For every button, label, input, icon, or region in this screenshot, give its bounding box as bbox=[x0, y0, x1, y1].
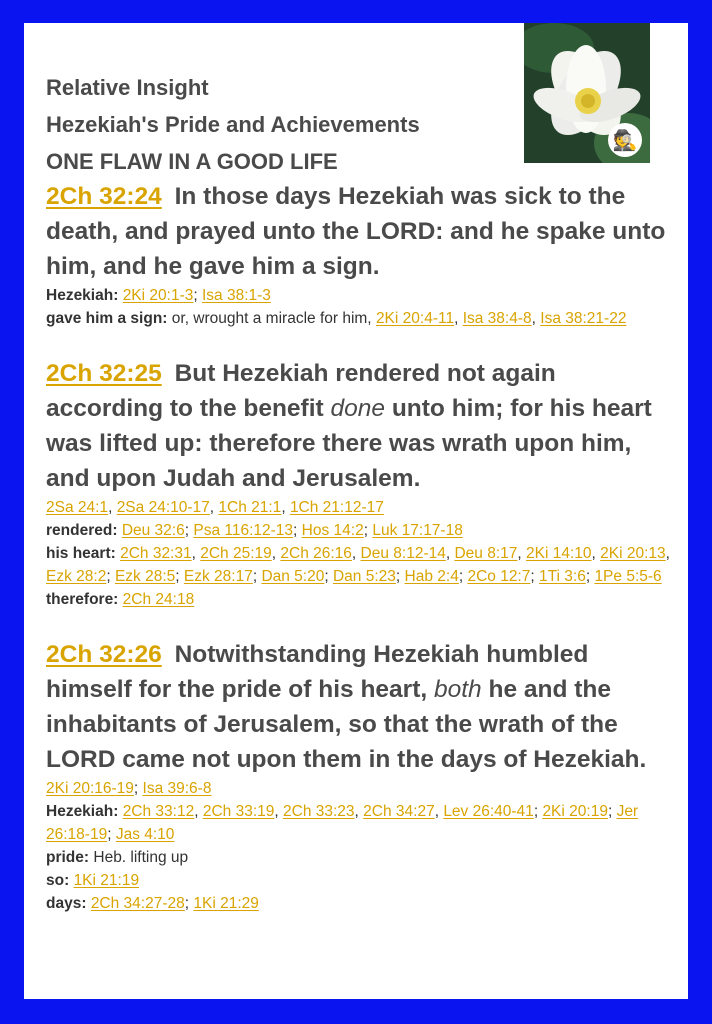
cross-ref-line bbox=[46, 284, 671, 307]
note-label: his heart: bbox=[46, 545, 116, 562]
cross-ref-link[interactable]: Hos 14:2 bbox=[301, 522, 364, 539]
cross-ref-link[interactable]: 2Ch 33:12 bbox=[122, 803, 195, 820]
note-label: Hezekiah: bbox=[46, 287, 119, 304]
cross-ref-link[interactable]: 2Ch 33:19 bbox=[202, 803, 275, 820]
cross-ref-link[interactable]: Deu 8:12-14 bbox=[360, 545, 446, 562]
cross-ref-link[interactable]: Ezk 28:5 bbox=[114, 568, 176, 585]
cross-ref-link[interactable]: 2Co 12:7 bbox=[467, 568, 531, 585]
separator: ; bbox=[324, 568, 333, 585]
verse-block-26 bbox=[46, 637, 671, 915]
separator: ; bbox=[533, 803, 543, 820]
cross-ref-link[interactable]: Dan 5:20 bbox=[261, 568, 325, 585]
cross-ref-link[interactable]: Hab 2:4 bbox=[404, 568, 459, 585]
separator: , bbox=[434, 803, 444, 820]
separator: ; bbox=[395, 568, 405, 585]
header-theme: ONE FLAW IN A GOOD LIFE bbox=[46, 149, 338, 174]
cross-ref-link[interactable]: Isa 38:21-22 bbox=[540, 310, 627, 327]
note-label: Hezekiah: bbox=[46, 803, 119, 820]
separator: , bbox=[445, 545, 455, 562]
cross-ref-link[interactable]: 2Ki 20:1-3 bbox=[122, 287, 194, 304]
cross-ref-link[interactable]: 2Ch 24:18 bbox=[122, 591, 195, 608]
cross-ref-link[interactable]: 2Ki 20:13 bbox=[600, 545, 666, 562]
page-card bbox=[24, 23, 688, 999]
cross-ref-link[interactable]: Lev 26:40-41 bbox=[443, 803, 534, 820]
cross-ref-line bbox=[46, 519, 671, 542]
note-label: pride: bbox=[46, 849, 90, 866]
separator: ; bbox=[252, 568, 262, 585]
cross-ref-link[interactable]: 2Ch 34:27 bbox=[363, 803, 435, 820]
separator: ; bbox=[530, 568, 539, 585]
cross-ref-link[interactable]: 2Ki 20:19 bbox=[542, 803, 608, 820]
cross-ref-link[interactable]: 1Ch 21:12-17 bbox=[289, 499, 384, 516]
cross-ref-link[interactable]: Dan 5:23 bbox=[332, 568, 396, 585]
verse-ref-link[interactable]: 2Ch 32:26 bbox=[46, 641, 162, 668]
separator: , bbox=[517, 545, 527, 562]
verse-block-25 bbox=[46, 356, 671, 611]
separator: ; bbox=[107, 826, 116, 843]
cross-ref-link[interactable]: 2Sa 24:10-17 bbox=[116, 499, 210, 516]
cross-ref-link[interactable]: Isa 39:6-8 bbox=[142, 780, 212, 797]
cross-ref-link[interactable]: Jas 4:10 bbox=[115, 826, 175, 843]
cross-ref-line bbox=[46, 892, 671, 915]
cross-ref-link[interactable]: 2Ki 20:4-11 bbox=[375, 310, 455, 327]
separator: , bbox=[194, 803, 203, 820]
cross-ref-line bbox=[46, 588, 671, 611]
note-label: gave him a sign: bbox=[46, 310, 168, 327]
cross-ref-line bbox=[46, 542, 671, 588]
cross-ref-link[interactable]: Deu 8:17 bbox=[454, 545, 518, 562]
separator: ; bbox=[184, 522, 194, 539]
separator: , bbox=[274, 803, 283, 820]
cross-ref-link[interactable]: 1Pe 5:5-6 bbox=[594, 568, 662, 585]
separator: , bbox=[354, 803, 364, 820]
verse-block-24 bbox=[46, 179, 671, 330]
header-subtitle: Hezekiah's Pride and Achievements bbox=[46, 112, 420, 137]
cross-ref-link[interactable]: Deu 32:6 bbox=[121, 522, 185, 539]
separator: ; bbox=[175, 568, 184, 585]
cross-ref-link[interactable]: 2Ch 25:19 bbox=[200, 545, 272, 562]
verse-text: 2Ch 32:26 Notwithstanding Hezekiah humbled himself for the pride of his heart, both he and the inhabitants of Jerusalem, so that the wrath of the LORD came not upon them in the days of Hezekiah. bbox=[46, 641, 647, 773]
separator: , bbox=[271, 545, 281, 562]
cross-ref-line: gave him a sign: or, wrought a miracle for him, 2Ki 20:4-11, Isa 38:4-8, Isa 38:21-22 bbox=[46, 310, 627, 327]
verse-content bbox=[46, 179, 671, 941]
cross-ref-link[interactable]: 1Ki 21:29 bbox=[193, 895, 259, 912]
separator: , bbox=[108, 499, 117, 516]
cross-ref-link[interactable]: 2Ch 34:27-28 bbox=[90, 895, 185, 912]
cross-ref-link[interactable]: 1Ch 21:1 bbox=[218, 499, 282, 516]
separator: , bbox=[665, 545, 670, 562]
cross-ref-line bbox=[46, 869, 671, 892]
separator: ; bbox=[184, 895, 194, 912]
separator: , bbox=[351, 545, 361, 562]
separator: ; bbox=[585, 568, 595, 585]
cross-ref-link[interactable]: Ezk 28:2 bbox=[46, 568, 107, 585]
page-header bbox=[46, 69, 420, 180]
cross-ref-link[interactable]: 1Ti 3:6 bbox=[539, 568, 586, 585]
cross-ref-line bbox=[46, 777, 671, 800]
cross-ref-link[interactable]: Isa 38:4-8 bbox=[462, 310, 532, 327]
cross-ref-link[interactable]: Psa 116:12-13 bbox=[193, 522, 294, 539]
separator: ; bbox=[193, 287, 202, 304]
cross-ref-link[interactable]: 2Ki 20:16-19 bbox=[46, 780, 134, 797]
separator: ; bbox=[458, 568, 468, 585]
cross-ref-link[interactable]: 2Ch 32:31 bbox=[120, 545, 192, 562]
separator: , bbox=[281, 499, 290, 516]
cross-ref-link[interactable]: 1Ki 21:19 bbox=[73, 872, 140, 889]
separator: ; bbox=[293, 522, 302, 539]
cross-ref-link[interactable]: Jer 26:18-19 bbox=[46, 803, 639, 843]
note-label: days: bbox=[46, 895, 87, 912]
separator: , bbox=[454, 310, 463, 327]
separator: ; bbox=[607, 803, 617, 820]
cross-ref-link[interactable]: Luk 17:17-18 bbox=[372, 522, 463, 539]
separator: , bbox=[191, 545, 201, 562]
separator: ; bbox=[106, 568, 115, 585]
cross-ref-line bbox=[46, 800, 671, 846]
verse-ref-link[interactable]: 2Ch 32:25 bbox=[46, 360, 162, 387]
cross-ref-link[interactable]: 2Ch 26:16 bbox=[280, 545, 352, 562]
cross-ref-line bbox=[46, 496, 671, 519]
separator: ; bbox=[133, 780, 143, 797]
cross-ref-link[interactable]: 2Sa 24:1 bbox=[46, 499, 109, 516]
note-label: therefore: bbox=[46, 591, 119, 608]
header-title: Relative Insight bbox=[46, 75, 209, 100]
separator: , bbox=[209, 499, 219, 516]
cross-ref-link[interactable]: Isa 38:1-3 bbox=[201, 287, 271, 304]
separator: , bbox=[531, 310, 541, 327]
verse-text: 2Ch 32:24 In those days Hezekiah was sick to the death, and prayed unto the LORD: and he spake unto him, and he gave him a sign. bbox=[46, 183, 666, 280]
note-label: so: bbox=[46, 872, 70, 889]
cross-ref-link[interactable]: 2Ch 33:23 bbox=[283, 803, 355, 820]
detective-emoji-icon: 🕵 bbox=[608, 123, 642, 157]
verse-text: 2Ch 32:25 But Hezekiah rendered not again according to the benefit done unto him; for his heart was lifted up: therefore there was wrath upon him, and upon Judah and Jerusalem. bbox=[46, 360, 652, 492]
cross-ref-link[interactable]: Ezk 28:17 bbox=[183, 568, 253, 585]
verse-ref-link[interactable]: 2Ch 32:24 bbox=[46, 183, 162, 210]
cross-ref-link[interactable]: 2Ki 14:10 bbox=[526, 545, 592, 562]
cross-ref-line: pride: Heb. lifting up bbox=[46, 849, 189, 866]
separator: ; bbox=[363, 522, 373, 539]
separator: , bbox=[591, 545, 601, 562]
note-label: rendered: bbox=[46, 522, 118, 539]
